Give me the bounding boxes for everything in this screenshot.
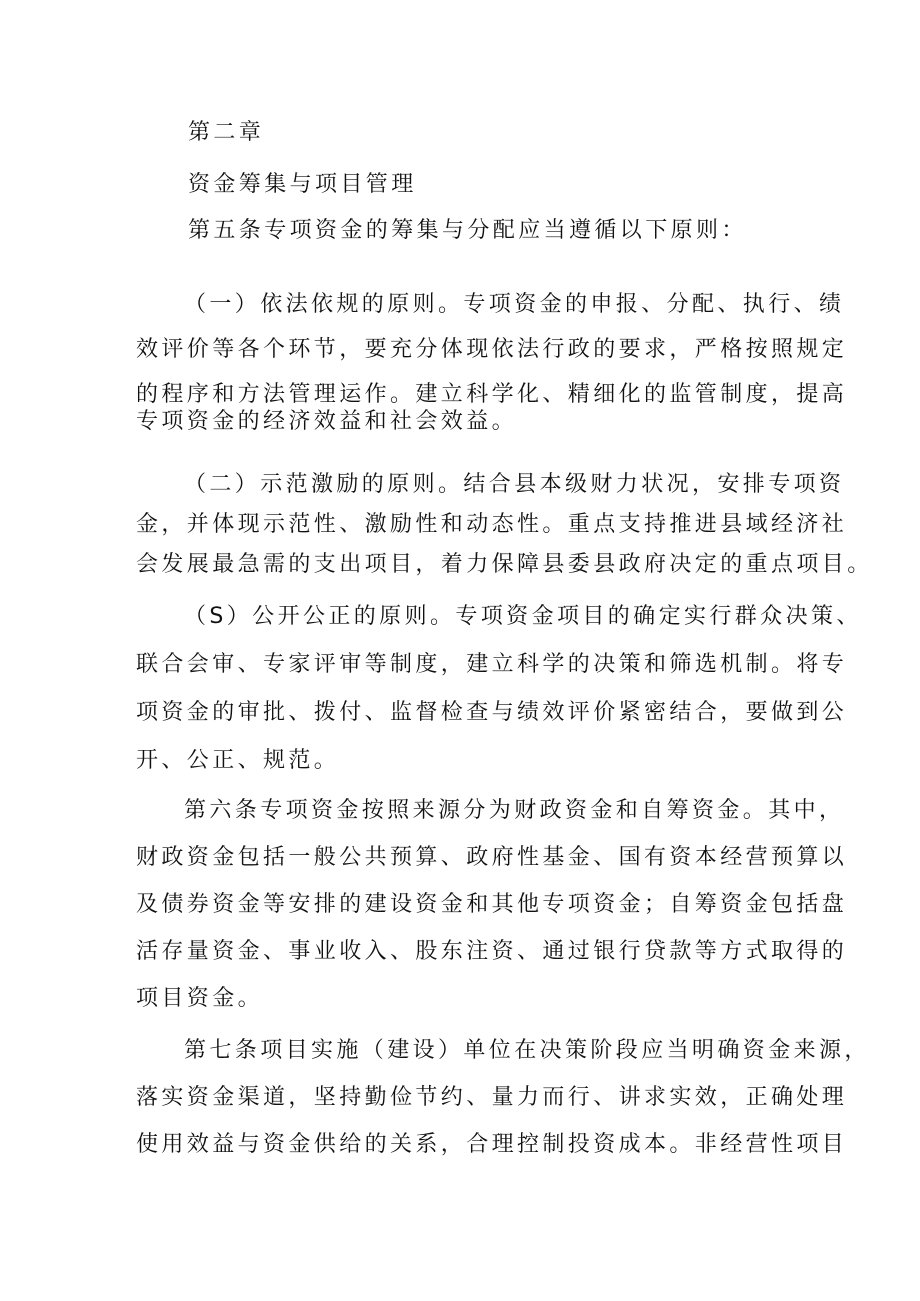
paragraph-line: 活存量资金、事业收入、股东注资、通过银行贷款等方式取得的 bbox=[136, 939, 848, 964]
paragraph-line: 使用效益与资金供给的关系，合理控制投资成本。非经营性项目 bbox=[136, 1132, 848, 1157]
paragraph-line: （S）公开公正的原则。专项资金项目的确定实行群众决策、 bbox=[184, 604, 862, 629]
paragraph-line: 会发展最急需的支出项目，着力保障县委县政府决定的重点项目。 bbox=[136, 552, 873, 577]
paragraph-line: （一）依法依规的原则。专项资金的申报、分配、执行、绩 bbox=[184, 292, 845, 317]
paragraph-line: 落实资金渠道，坚持勤俭节约、量力而行、讲求实效，正确处理 bbox=[136, 1085, 848, 1110]
paragraph-line: 财政资金包括一般公共预算、政府性基金、国有资本经营预算以 bbox=[136, 845, 848, 870]
paragraph-line: 第六条专项资金按照来源分为财政资金和自筹资金。其中， bbox=[184, 798, 845, 823]
paragraph-line: 开、公正、规范。 bbox=[136, 748, 340, 773]
article-5-heading: 第五条专项资金的筹集与分配应当遵循以下原则： bbox=[188, 218, 747, 243]
chapter-label: 第二章 bbox=[188, 120, 265, 145]
paragraph-line: 效评价等各个环节，要充分体现依法行政的要求，严格按照规定 bbox=[136, 337, 848, 362]
paragraph-line: 的程序和方法管理运作。建立科学化、精细化的监管制度，提高 bbox=[136, 382, 848, 407]
paragraph-line: 项目资金。 bbox=[136, 986, 264, 1011]
paragraph-line: （二）示范激励的原则。结合县本级财力状况，安排专项资 bbox=[184, 472, 845, 497]
chapter-title: 资金筹集与项目管理 bbox=[188, 172, 417, 197]
paragraph-line: 金，并体现示范性、激励性和动态性。重点支持推进县域经济社 bbox=[136, 512, 848, 537]
paragraph-line: 项资金的审批、拨付、监督检查与绩效评价紧密结合，要做到公 bbox=[136, 700, 848, 725]
paragraph-line: 第七条项目实施（建设）单位在决策阶段应当明确资金来源， bbox=[184, 1038, 870, 1063]
paragraph-line: 专项资金的经济效益和社会效益。 bbox=[136, 409, 518, 434]
paragraph-line: 联合会审、专家评审等制度，建立科学的决策和筛选机制。将专 bbox=[136, 652, 848, 677]
paragraph-line: 及债券资金等安排的建设资金和其他专项资金；自筹资金包括盘 bbox=[136, 892, 848, 917]
